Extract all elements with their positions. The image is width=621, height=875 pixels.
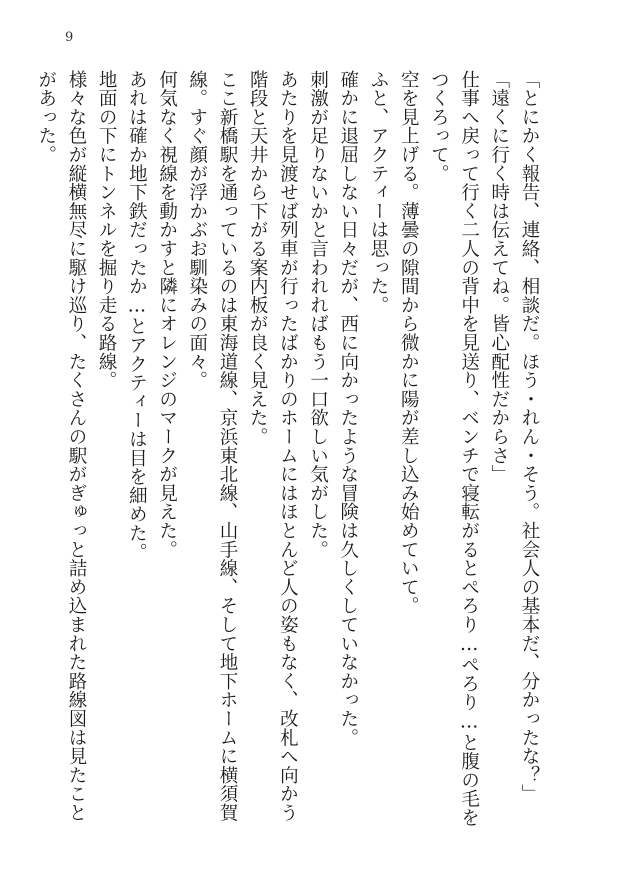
text-line: があった。 (35, 70, 57, 164)
text-line: 「とにかく報告、連絡、相談だ。ほう・れん・そう。社会人の基本だ、分かったな？」 (519, 70, 540, 804)
text-line: 地面の下にトンネルを掘り走る路線。 (96, 70, 118, 390)
text-line: ふと、アクティーは思った。 (367, 70, 389, 315)
text-line: あれは確か地下鉄だったか…とアクティーは目を細めた。 (126, 70, 148, 562)
text-line: 仕事へ戻って行く二人の背中を見送り、ベンチで寝転がるとぺろり…ぺろり…と腹の毛を (458, 70, 480, 827)
text-line: あたりを見渡せば列車が行ったばかりのホームにはほとんど人の姿もなく、改札へ向かう (277, 70, 299, 822)
text-line: 階段と天井から下がる案内板が良く見えた。 (247, 70, 269, 446)
text-line: ここ新橋駅を通っているのは東海道線、京浜東北線、山手線、そして地下ホームに横須賀 (216, 70, 238, 822)
vertical-text-body (35, 70, 544, 830)
text-line: 空を見上げる。薄曇の隙間から微かに陽が差し込み始めていて。 (398, 70, 420, 616)
text-line: 何気なく視線を動かすと隣にオレンジのマークが見えた。 (156, 70, 178, 559)
text-line: 確かに退屈しない日々だが、西に向かったような冒険は久しくしていなかった。 (337, 70, 359, 747)
text-line: 線。すぐ顔が浮かぶお馴染みの面々。 (186, 70, 208, 390)
text-line: 刺激が足りないかと言われればもう一口欲しい気がした。 (307, 70, 329, 559)
text-line: 「遠くに行く時は伝えてね。皆心配性だからさ」 (488, 70, 510, 484)
text-line: 様々な色が縦横無尽に駆け巡り、たくさんの駅がぎゅっと詰め込まれた路線図は見たこと (65, 70, 87, 822)
text-line: つくろって。 (428, 70, 450, 183)
page-number: 9 (65, 30, 74, 45)
